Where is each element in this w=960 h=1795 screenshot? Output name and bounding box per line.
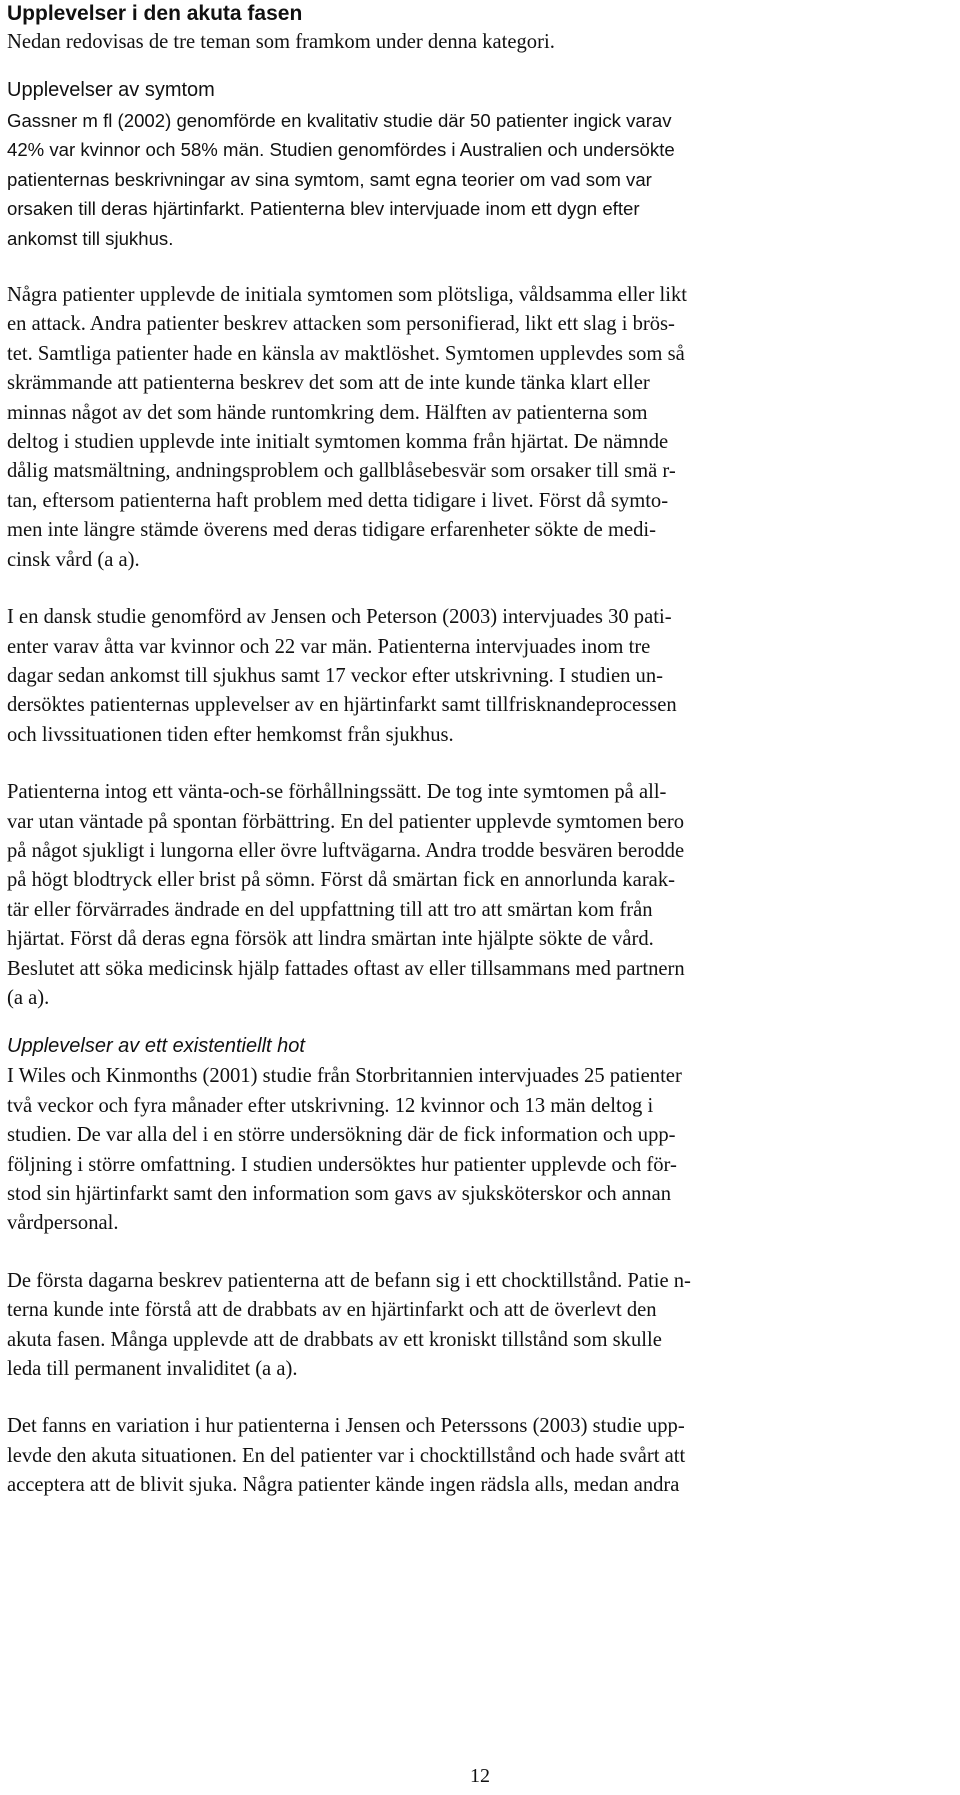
paragraph-jensen-peterson — [7, 603, 945, 750]
text-line: dersöktes patienternas upplevelser av en hjärtinfarkt samt tillfrisknandeprocessen — [7, 694, 677, 717]
text-line: men inte längre stämde överens med deras tidigare erfarenheter sökte de medi- — [7, 519, 656, 542]
page-number: 12 — [470, 1765, 490, 1787]
text-line: Det fanns en variation i hur patienterna i Jensen och Peterssons (2003) studie upp- — [7, 1415, 685, 1438]
text-line: terna kunde inte förstå att de drabbats av en hjärtinfarkt och att de överlevt den — [7, 1299, 657, 1322]
text-line: en attack. Andra patienter beskrev attacken som personifierad, likt ett slag i brös- — [7, 313, 675, 336]
text-line: på högt blodtryck eller brist på sömn. Först då smärtan fick en annorlunda karak- — [7, 869, 675, 892]
text-line: deltog i studien upplevde inte initialt symtomen komma från hjärtat. De nämnde — [7, 431, 669, 454]
paragraph-symtom-description — [7, 281, 945, 575]
text-line: vårdpersonal. — [7, 1212, 119, 1235]
text-line: I Wiles och Kinmonths (2001) studie från Storbritannien intervjuades 25 patienter — [7, 1065, 682, 1088]
section-heading: Upplevelser i den akuta fasen — [7, 2, 303, 25]
text-line: och livssituationen tiden efter hemkomst från sjukhus. — [7, 723, 454, 746]
text-line: enter varav åtta var kvinnor och 22 var män. Patienterna intervjuades inom tre — [7, 635, 651, 658]
text-line: Beslutet att söka medicinsk hjälp fattades oftast av eller tillsammans med partnern — [7, 957, 685, 980]
text-line: skrämmande att patienterna beskrev det som att de inte kunde tänka klart eller — [7, 372, 650, 395]
text-line: följning i större omfattning. I studien undersöktes hur patienter upplevde och för- — [7, 1153, 677, 1176]
text-line: levde den akuta situationen. En del patienter var i chocktillstånd och hade svårt att — [7, 1444, 686, 1467]
paragraph-wiles-kinmonth — [7, 1062, 945, 1238]
text-line: patienternas beskrivningar av sina symtom, samt egna teorier om vad som var — [7, 168, 652, 190]
text-line: leda till permanent invaliditet (a a). — [7, 1358, 298, 1381]
text-line: (a a). — [7, 986, 50, 1009]
paragraph-gassner — [7, 106, 945, 253]
subheading-symtom: Upplevelser av symtom — [7, 79, 215, 101]
text-line: akuta fasen. Många upplevde att de drabbats av ett kroniskt tillstånd som skulle — [7, 1328, 662, 1351]
text-line: tär eller förvärrades ändrade en del uppfattning till att tro att smärtan kom från — [7, 898, 653, 921]
text-line: hjärtat. Först då deras egna försök att lindra smärtan inte hjälpte sökte de vård. — [7, 928, 654, 951]
text-line: stod sin hjärtinfarkt samt den information som gavs av sjuksköterskor och annan — [7, 1183, 672, 1205]
text-line: dagar sedan ankomst till sjukhus samt 17 veckor efter utskrivning. I studien un- — [7, 664, 664, 687]
text-line: Några patienter upplevde de initiala symtomen som plötsliga, våldsamma eller likt — [7, 284, 687, 307]
text-line: I en dansk studie genomförd av Jensen och Peterson (2003) intervjuades 30 pati- — [7, 606, 672, 629]
text-line: dålig matsmältning, andningsproblem och gallblåsebesvär som orsaker till smä r- — [7, 460, 676, 483]
text-line: De första dagarna beskrev patienterna att de befann sig i ett chocktillstånd. Patie n- — [7, 1269, 691, 1292]
paragraph-vanta-och-se — [7, 778, 945, 1013]
document-page — [7, 0, 945, 1501]
text-line: cinsk vård (a a). — [7, 548, 140, 571]
paragraph-variation — [7, 1412, 945, 1500]
text-line: studien. De var alla del i en större undersökning där de fick information och upp- — [7, 1124, 676, 1147]
text-line: 42% var kvinnor och 58% män. Studien genomfördes i Australien och undersökte — [7, 139, 675, 161]
text-line: på något sjukligt i lungorna eller övre luftvägarna. Andra trodde besvären berodde — [7, 839, 685, 862]
text-line: tet. Samtliga patienter hade en känsla av maktlöshet. Symtomen upplevdes som så — [7, 342, 685, 365]
text-line: var utan väntade på spontan förbättring. En del patienter upplevde symtomen bero — [7, 810, 685, 833]
text-line: Gassner m fl (2002) genomförde en kvalitativ studie där 50 patienter ingick varav — [7, 110, 672, 131]
text-line: acceptera att de blivit sjuka. Några patienter kände ingen rädsla alls, medan andra — [7, 1474, 680, 1497]
intro-text: Nedan redovisas de tre teman som framkom under denna kategori. — [7, 31, 555, 53]
subheading-existentiellt-hot: Upplevelser av ett existentiellt hot — [7, 1035, 305, 1058]
text-line: två veckor och fyra månader efter utskrivning. 12 kvinnor och 13 män deltog i — [7, 1094, 654, 1117]
text-line: minnas något av det som hände runtomkring dem. Hälften av patienterna som — [7, 401, 648, 424]
text-line: tan, eftersom patienterna haft problem med detta tidigare i livet. Först då symto- — [7, 489, 669, 512]
text-line: ankomst till sjukhus. — [7, 227, 174, 249]
text-line: orsaken till deras hjärtinfarkt. Patienterna blev intervjuade inom ett dygn efter — [7, 198, 640, 220]
paragraph-chocktillstand — [7, 1267, 945, 1385]
text-line: Patienterna intog ett vänta-och-se förhållningssätt. De tog inte symtomen på all- — [7, 781, 667, 804]
